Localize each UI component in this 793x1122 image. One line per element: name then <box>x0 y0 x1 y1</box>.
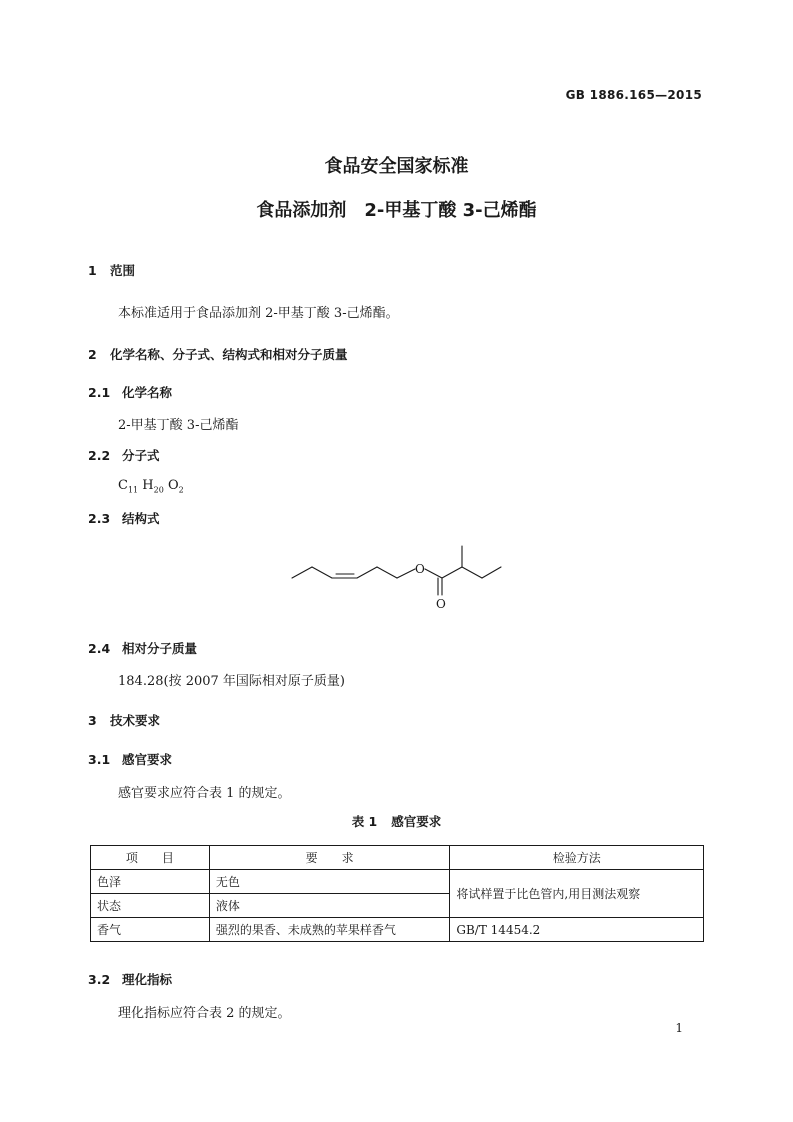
section-2-1-heading <box>88 383 172 401</box>
section-2-4-heading <box>88 639 197 657</box>
section-number: 3.1 <box>88 752 111 767</box>
cell-requirement: 无色 <box>209 870 450 894</box>
cell-method-merged: 将试样置于比色管内,用目测法观察 <box>450 870 704 918</box>
section-3-heading <box>88 711 160 729</box>
section-title: 化学名称 <box>122 385 173 400</box>
section-number: 2 <box>88 347 97 362</box>
section-number: 2.2 <box>88 448 111 463</box>
section-title: 技术要求 <box>110 713 161 728</box>
table-row <box>91 918 704 942</box>
structural-formula <box>288 538 508 613</box>
section-title: 理化指标 <box>122 972 173 987</box>
section-2-2-heading <box>88 446 160 464</box>
sensory-requirements-table <box>90 845 704 942</box>
section-title: 范围 <box>110 263 136 278</box>
cell-requirement: 液体 <box>209 894 450 918</box>
cell-item: 色泽 <box>91 870 210 894</box>
section-number: 1 <box>88 263 97 278</box>
section-3-1-heading <box>88 750 172 768</box>
section-title: 化学名称、分子式、结构式和相对分子质量 <box>110 347 348 362</box>
header-item: 项 目 <box>91 846 210 870</box>
document-title: 食品安全国家标准 <box>324 156 469 177</box>
molecular-formula: $C_{11}$ $H_{20}$ $O_2$ <box>118 478 184 495</box>
section-number: 2.3 <box>88 511 111 526</box>
standard-code: GB 1886.165—2015 <box>565 88 702 102</box>
carbonyl-oxygen-label: O <box>436 597 446 611</box>
table-row <box>91 870 704 894</box>
section-title: 分子式 <box>122 448 160 463</box>
oxygen-atom-label: O <box>415 562 425 576</box>
molecular-mass: 184.28(按 2007 年国际相对原子质量) <box>118 674 345 689</box>
section-title: 结构式 <box>122 511 160 526</box>
document-subtitle: 食品添加剂 2-甲基丁酸 3-己烯酯 <box>256 200 537 221</box>
chemical-name: 2-甲基丁酸 3-己烯酯 <box>118 418 239 433</box>
cell-method: GB/T 14454.2 <box>450 918 704 942</box>
section-1-body: 本标准适用于食品添加剂 2-甲基丁酸 3-己烯酯。 <box>118 306 399 321</box>
cell-requirement: 强烈的果香、未成熟的苹果样香气 <box>209 918 450 942</box>
table-header-row <box>91 846 704 870</box>
section-3-2-heading <box>88 970 172 988</box>
section-3-1-body: 感官要求应符合表 1 的规定。 <box>118 786 291 801</box>
section-title: 感官要求 <box>122 752 173 767</box>
header-method: 检验方法 <box>450 846 704 870</box>
section-title: 相对分子质量 <box>122 641 198 656</box>
header-requirement: 要 求 <box>209 846 450 870</box>
table-1-caption: 表 1 感官要求 <box>351 814 442 829</box>
section-number: 2.1 <box>88 385 111 400</box>
cell-item: 状态 <box>91 894 210 918</box>
section-number: 2.4 <box>88 641 111 656</box>
cell-item: 香气 <box>91 918 210 942</box>
section-2-heading <box>88 345 348 363</box>
section-number: 3 <box>88 713 97 728</box>
section-number: 3.2 <box>88 972 111 987</box>
section-3-2-body: 理化指标应符合表 2 的规定。 <box>118 1006 291 1021</box>
section-2-3-heading <box>88 509 160 527</box>
page-number: 1 <box>675 1021 683 1035</box>
section-1-heading <box>88 261 135 279</box>
